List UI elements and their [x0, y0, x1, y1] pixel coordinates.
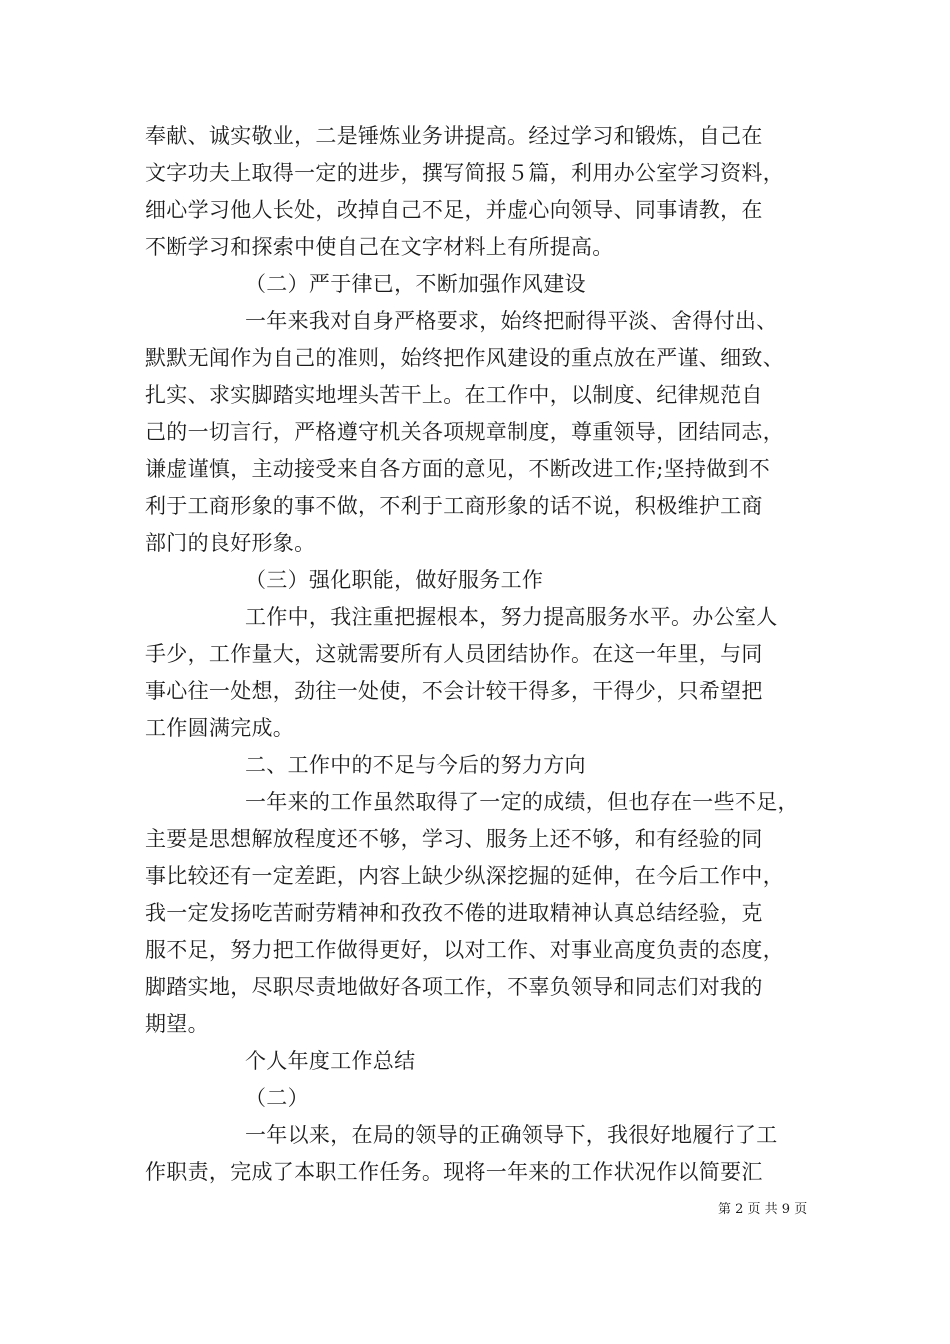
body-line: 服不足，努力把工作做得更好，以对工作、对事业高度负责的态度，: [145, 938, 784, 962]
body-line: 扎实、求实脚踏实地埋头苦干上。在工作中，以制度、纪律规范自: [145, 383, 763, 407]
body-line: 事心往一处想，劲往一处使，不会计较干得多，干得少，只希望把: [145, 679, 763, 703]
body-line: 不断学习和探索中使自己在文字材料上有所提高。: [145, 235, 614, 259]
body-line: 文字功夫上取得一定的进步，撰写简报５篇，利用办公室学习资料，: [145, 161, 784, 185]
body-line: 部门的良好形象。: [145, 531, 316, 555]
body-line: 工作圆满完成。: [145, 716, 295, 740]
body-line: 手少，工作量大，这就需要所有人员团结协作。在这一年里，与同: [145, 642, 763, 666]
body-line: 默默无闻作为自己的准则，始终把作风建设的重点放在严谨、细致、: [145, 346, 784, 370]
body-line: 奉献、诚实敬业，二是锤炼业务讲提高。经过学习和锻炼，自己在: [145, 124, 763, 148]
body-line: 谦虚谨慎，主动接受来自各方面的意见，不断改进工作;坚持做到不: [145, 457, 771, 481]
body-line: 利于工商形象的事不做，不利于工商形象的话不说，积极维护工商: [145, 494, 763, 518]
body-line: 主要是思想解放程度还不够，学习、服务上还不够，和有经验的同: [145, 827, 763, 851]
paragraph-first-line: 工作中，我注重把握根本，努力提高服务水平。办公室人: [245, 605, 778, 629]
body-line: 作职责，完成了本职工作任务。现将一年来的工作状况作以简要汇: [145, 1160, 763, 1184]
section-heading: （三）强化职能，做好服务工作: [245, 568, 544, 592]
paragraph-first-line: 一年来我对自身严格要求，始终把耐得平淡、舍得付出、: [245, 309, 778, 333]
body-line: 脚踏实地，尽职尽责地做好各项工作，不辜负领导和同志们对我的: [145, 975, 763, 999]
paragraph-first-line: 一年以来，在局的领导的正确领导下，我很好地履行了工: [245, 1123, 778, 1147]
body-line: 我一定发扬吃苦耐劳精神和孜孜不倦的进取精神认真总结经验，克: [145, 901, 763, 925]
paragraph-first-line: 一年来的工作虽然取得了一定的成绩，但也存在一些不足，: [245, 790, 799, 814]
document-subtitle: 个人年度工作总结: [245, 1049, 416, 1073]
body-line: 细心学习他人长处，改掉自己不足，并虚心向领导、同事请教，在: [145, 198, 763, 222]
section-marker: （二）: [245, 1086, 309, 1110]
page-number-footer: 第 2 页 共 9 页: [718, 1202, 808, 1217]
body-line: 己的一切言行，严格遵守机关各项规章制度，尊重领导，团结同志，: [145, 420, 784, 444]
document-body: [145, 118, 815, 1191]
body-line: 事比较还有一定差距，内容上缺少纵深挖掘的延伸，在今后工作中，: [145, 864, 784, 888]
section-heading: （二）严于律已，不断加强作风建设: [245, 272, 586, 296]
section-heading: 二、工作中的不足与今后的努力方向: [245, 753, 586, 777]
body-line: 期望。: [145, 1012, 209, 1036]
